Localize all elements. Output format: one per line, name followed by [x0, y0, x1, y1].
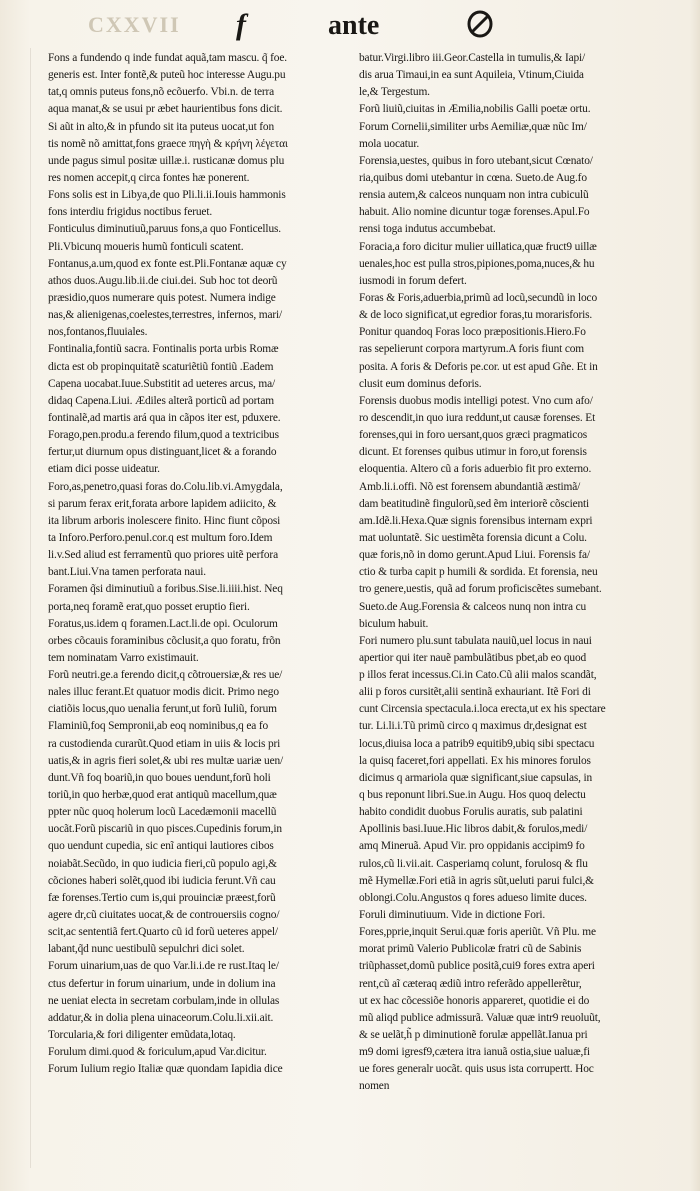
- text-line: addatur,& in dolia plena uinaceorum.Colu.li.xii.ait.: [48, 1011, 274, 1024]
- gutter-shadow: [30, 48, 31, 1168]
- text-line: Pli.Vbicunq moueris humũ fonticuli scatent.: [48, 240, 244, 253]
- text-line: nas,& alienigenas,coelestes,terrestres, infernos, mari/: [48, 309, 283, 322]
- text-line: ras sepelierunt corpora martyrum.A foris fiunt com: [359, 343, 584, 356]
- text-line: eloquentia. Altero cũ a foris aduerbio fit pro externo.: [359, 463, 592, 476]
- text-line: le,& Tergestum.: [359, 86, 430, 99]
- text-line: batur.Virgi.libro iii.Geor.Castella in tumulis,& Iapi/: [359, 52, 586, 64]
- text-line: rensia autem,& calceos nunquam non intra cubiculũ: [359, 189, 589, 202]
- text-line: ppter nũc quoq holerum locũ Lacedæmonii macellũ: [48, 806, 277, 819]
- text-line: tis nomẽ nõ amittat,fons graece πηγὴ & κρήνη λέγεται: [48, 137, 288, 150]
- text-line: & de loco significat,ut egredior foras,tu morarisforis.: [359, 309, 593, 322]
- text-line: orbes cõcauis foraminibus cõclusit,a quo foratu, frõn: [48, 634, 281, 647]
- text-line: rensi toga indutus accumbebat.: [359, 223, 496, 236]
- text-line: quo uendunt cupedia, sic enĩ antiqui lautiores cibos: [48, 840, 274, 853]
- text-line: fontinalẽ,ad martis ará qua in cãpos iter est, pduxere.: [48, 411, 281, 424]
- text-line: Forulum dimi.quod & foriculum,apud Var.dicitur.: [48, 1046, 267, 1059]
- text-line: Forum Cornelii,similiter urbs Aemiliæ,quæ nũc Im/: [359, 120, 587, 133]
- text-line: præsidio,quos numerare quis potest. Numera indige: [48, 291, 276, 304]
- text-line: Forensia,uestes, quibus in foro utebant,sicut Cœnato/: [359, 154, 593, 167]
- text-line: Foramen q̃si diminutiuũ a foribus.Sise.li.iiii.hist. Neq: [48, 583, 283, 596]
- text-line: triũphasset,domũ publice positã,cui9 fores extra aperi: [359, 960, 595, 973]
- text-line: morat primũ Valerio Publicolæ fratri cũ de Sabinis: [359, 943, 582, 956]
- text-line: fæ forenses.Tertio cum is,qui prouinciæ præest,forũ: [48, 891, 276, 904]
- text-line: generis est. Inter fontẽ,& puteũ hoc interesse Augu.pu: [48, 69, 286, 82]
- text-line: apertior qui iter nauẽ pambulãtibus pbet,ab eo quod: [359, 651, 587, 664]
- text-line: etiam dici posse uideatur.: [48, 463, 160, 476]
- text-line: rulos,cũ li.vii.ait. Casperiamq colunt, forulosq & flu: [359, 857, 588, 870]
- text-line: am.Idẽ.li.Hexa.Quæ signis forensibus internam expri: [359, 514, 593, 527]
- text-line: mat uoluntatẽ. Sic uestimẽta forensia dicunt a Colu.: [359, 531, 587, 544]
- text-line: Fons solis est in Libya,de quo Pli.li.ii.Iouis hammonis: [48, 189, 286, 202]
- text-line: mũ aliqd publice admissurã. Valuæ quæ intr9 reuoluũt,: [359, 1011, 601, 1024]
- text-line: dicimus q armariola quæ significant,siue capsulas, in: [359, 771, 593, 784]
- text-line: ro descendit,in quo iura reddunt,ut causæ forenses. Et: [359, 411, 596, 424]
- text-line: Si aũt in alto,& in pfundo sit ita puteus uocat,ut fon: [48, 120, 275, 133]
- text-line: alii p foros cursitẽt,alii sentinã exhauriant. Itẽ Fori di: [359, 686, 591, 699]
- text-line: ne ueniat electa in secretam corbulam,inde in ollulas: [48, 994, 280, 1007]
- text-line: oblongi.Colu.Angustos q fores adueso limite duces.: [359, 891, 587, 904]
- text-line: ra custodienda curarũt.Quod etiam in uiis & locis pri: [48, 737, 281, 750]
- text-line: tem nominatam Varro existimauit.: [48, 651, 199, 664]
- text-line: tur. Li.li.i.Tũ primũ circo q maximus dr,designat est: [359, 720, 587, 733]
- running-header: [0, 6, 700, 46]
- text-line: la quisq faceret,fori appellati. Ex his minores forulos: [359, 754, 591, 767]
- text-line: ciatiõis locus,quo uenalia ferunt,ut forũ Iuliũ, forum: [48, 703, 277, 716]
- text-line: Foro,as,penetro,quasi foras do.Colu.lib.vi.Amygdala,: [48, 480, 283, 493]
- text-line: Sueto.de Aug.Forensia & calceos nunq non intra cu: [359, 600, 587, 613]
- text-line: labant,q̃d nunc uestibulũ sepulchri dici solet.: [48, 943, 245, 956]
- text-line: posita. A foris & Deforis pe.cor. ut est apud Gñe. Et in: [359, 360, 598, 373]
- text-line: athos duos.Augu.lib.ii.de ciui.dei. Sub hoc tot deorũ: [48, 274, 278, 287]
- text-line: ria,quibus domi utebantur in cœna. Sueto.de Aug.fo: [359, 171, 587, 184]
- text-line: bant.Liui.Vna tamen perforata naui.: [48, 566, 206, 579]
- text-line: nales illuc ferant.Et quatuor modis dicit. Primo nego: [48, 686, 279, 699]
- catchword-heading: ante: [328, 10, 380, 41]
- text-line: Ponitur quandoq Foras loco præpositionis.Hiero.Fo: [359, 326, 586, 339]
- text-line: li.v.Sed aliud est ferramentũ quo priores uitẽ perfora: [48, 549, 278, 562]
- text-line: Forum uinarium,uas de quo Var.li.i.de re rust.Itaq le/: [48, 960, 279, 973]
- printer-mark-icon: [466, 10, 494, 38]
- text-line: nomen: [359, 1080, 390, 1093]
- text-line: mẽ Hymellæ.Fori etiã in agris sũt,ueluti parui fulci,&: [359, 874, 594, 887]
- text-line: dicunt. Et forenses quibus utimur in foro,ut forensis: [359, 446, 587, 459]
- text-line: Forensis duobus modis intelligi potest. Vno cum afo/: [359, 394, 593, 407]
- text-line: mola uocatur.: [359, 137, 420, 150]
- text-line: & se uelãt,h̃ p diminutionẽ forulæ appellãt.Ianua pri: [359, 1029, 588, 1042]
- text-line: Forũ liuiũ,ciuitas in Æmilia,nobilis Galli poetæ ortu.: [359, 103, 591, 116]
- text-line: Foras & Foris,aduerbia,primũ ad locũ,secundũ in loco: [359, 291, 597, 304]
- text-line: ita librum arboris inolescere finito. Hinc fiunt cõposi: [48, 514, 281, 527]
- text-line: fons interdiu frigidus noctibus feruet.: [48, 206, 213, 219]
- text-line: Fons a fundendo q inde fundat aquã,tam mascu. q̃ foe.: [48, 52, 287, 64]
- text-line: Foracia,a foro dicitur mulier uillatica,quæ fruct9 uillæ: [359, 240, 597, 253]
- text-line: porta,neq foramẽ erat,quo posset eruptio fieri.: [48, 600, 250, 613]
- text-line: Torcularia,& fori diligenter emũdata,lotaq.: [48, 1029, 236, 1042]
- text-line: didaq Capena.Liui. Ædiles alterã porticũ ad portam: [48, 394, 274, 407]
- text-line: Flaminiũ,foq Sempronii,ab eoq nominibus,q ea fo: [48, 720, 269, 733]
- text-line: ta Inforo.Perforo.penul.cor.q est multum foro.Idem: [48, 531, 273, 544]
- text-line: tat,q omnis puteus fons,nõ ecõuerfo. Vbi.n. de terra: [48, 86, 275, 99]
- text-line: Forago,pen.produ.a ferendo filum,quod a textricibus: [48, 429, 279, 442]
- left-text-column: [48, 50, 382, 1078]
- right-text-column: [359, 50, 685, 1096]
- text-line: cõciones haberi solẽt,quod ibi iudicia ferunt.Vñ cau: [48, 874, 276, 887]
- text-line: uenales,hoc est pulla stros,pipiones,poma,nuces,& hu: [359, 257, 595, 270]
- text-line: fertur,ut diurnum opus distinguant,licet & a forando: [48, 446, 277, 459]
- text-line: Foratus,us.idem q foramen.Lact.li.de opi. Oculorum: [48, 617, 278, 630]
- text-line: q bus reponunt libri.Sue.in Augu. Hos quoq delectu: [359, 789, 586, 802]
- text-line: Fonticulus diminutiuũ,paruus fons,a quo Fonticellus.: [48, 223, 281, 236]
- text-line: p illos ferat incessus.Ci.in Cato.Cũ alii malos scandãt,: [359, 669, 597, 682]
- text-line: aqua manat,& se usui pr æbet haurientibus fons dicit.: [48, 103, 283, 116]
- text-line: unde pagus simul positæ uillæ.i. rusticanæ domus plu: [48, 154, 285, 167]
- text-line: uatis,& in agris fieri solet,& ubi res multæ uariæ uen/: [48, 754, 284, 767]
- text-line: cunt Circensia spectacula.i.loca erecta,ut ex his spectare: [359, 703, 606, 716]
- text-line: Capena uocabat.Iuue.Substitit ad ueteres arcus, ma/: [48, 377, 276, 390]
- text-line: Fontinalia,fontiũ sacra. Fontinalis porta urbis Romæ: [48, 343, 279, 356]
- text-line: res nomen accepit,q circa fontes hæ ponerent.: [48, 171, 250, 184]
- text-line: dis arua Timaui,in ea sunt Aquileia, Vtinum,Ciuida: [359, 69, 584, 82]
- text-line: tro genere,uestis, quã ad forum proficiscẽtes sumebant.: [359, 583, 602, 596]
- text-line: toriũ,in quo herbæ,quod erat antiquũ macellum,quæ: [48, 789, 277, 802]
- text-line: si parum ferax erit,forata arbore lapidem adiicito, &: [48, 497, 277, 510]
- text-line: Fontanus,a.um,quod ex fonte est.Pli.Fontanæ aquæ cy: [48, 257, 287, 270]
- text-line: Fores,pprie,inquit Serui.quæ foris aperiũt. Vñ Plu. me: [359, 926, 596, 939]
- text-line: agere dr,cũ ciuitates uocat,& de controuersiis cogno/: [48, 909, 280, 922]
- text-line: clusit eum dominus deforis.: [359, 377, 482, 390]
- text-line: Foruli diminutiuum. Vide in dictione Fori.: [359, 909, 546, 922]
- text-line: Forũ neutri.ge.a ferendo dicit,q cõtrouersiæ,& res ue/: [48, 669, 283, 682]
- text-line: ctio & turba capit p humili & sordida. Et forensia, neu: [359, 566, 598, 579]
- text-line: Apollinis basi.Iuue.Hic libros dabit,& forulos,medi/: [359, 823, 588, 836]
- text-line: forenses,qui in foro uersant,quos græci pragmaticos: [359, 429, 588, 442]
- text-line: m9 domi igresf9,cætera itra ianuã ostia,siue ualuæ,fi: [359, 1046, 590, 1059]
- text-line: noiabãt.Secũdo, in quo iudicia fieri,cũ populo agi,&: [48, 857, 277, 870]
- text-line: dicta est ob propinquitatẽ scaturiẽtiũ fontiũ .Eadem: [48, 360, 274, 373]
- text-line: biculum habuit.: [359, 617, 429, 630]
- text-line: locus,diuisa loca a patrib9 equitib9,ubiq sibi spectacu: [359, 737, 595, 750]
- text-line: Fori numero plu.sunt tabulata nauiũ,uel locus in naui: [359, 634, 592, 647]
- text-line: habito condidit duobus Forulis auratis, sub palatini: [359, 806, 583, 819]
- text-line: ut ex hac cõcessiõe honoris appareret, quotidie ei do: [359, 994, 590, 1007]
- text-line: quæ foris,nõ in domo gerunt.Apud Liui. Forensis fa/: [359, 549, 590, 562]
- text-line: dam beatitudinẽ fingulorũ,sed ẽm interiorẽ cõscienti: [359, 497, 590, 510]
- text-line: ctus defertur in forum uinarium, unde in dolium ina: [48, 977, 276, 990]
- signature-letter: f: [236, 8, 246, 41]
- text-line: scit,ac sententiã fert.Quarto cũ id forũ ueteres appel/: [48, 926, 278, 939]
- text-line: iusmodi in forum defert.: [359, 274, 467, 287]
- text-line: amq Mineruã. Apud Vir. pro oppidanis accipim9 fo: [359, 840, 585, 853]
- text-line: ue fores generalr uocãt. quis usus ista corrupertt. Hoc: [359, 1063, 594, 1076]
- text-line: habuit. Alio nomine dicuntur togæ forenses.Apul.Fo: [359, 206, 590, 219]
- text-line: rent,cũ aĩ cæteraq ædiũ intro referãdo appellerẽtur,: [359, 977, 582, 990]
- text-line: Amb.li.i.offi. Nõ est forensem abundantiã æstimã/: [359, 480, 581, 493]
- text-line: nos,fontanos,fluuiales.: [48, 326, 148, 339]
- text-line: Forum Iulium regio Italiæ quæ quondam Iapidia dice: [48, 1063, 283, 1076]
- text-line: dunt.Vñ foq boariũ,in quo boues uendunt,forũ holi: [48, 771, 271, 784]
- folio-number: CXXVII: [88, 12, 181, 37]
- text-line: uocãt.Forũ piscariũ in quo pisces.Cupedinis forum,in: [48, 823, 282, 836]
